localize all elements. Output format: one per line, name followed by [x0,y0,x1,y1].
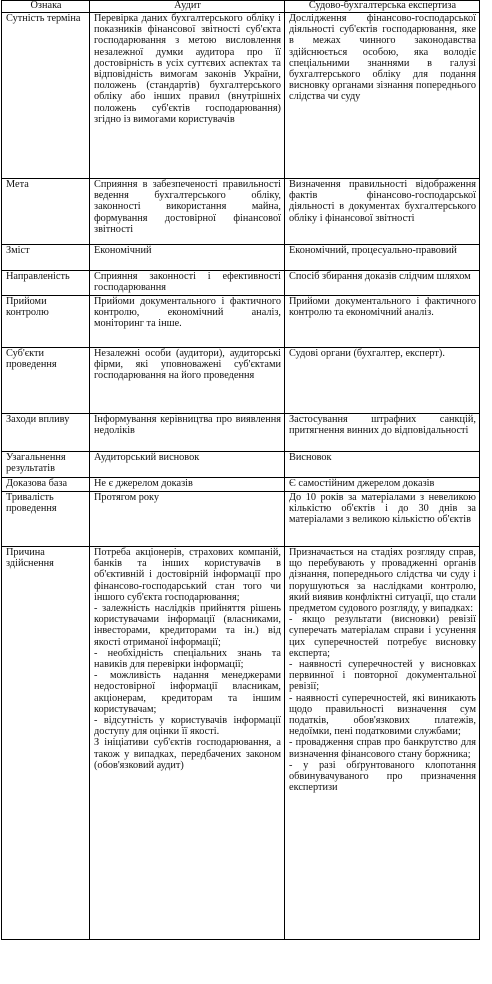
cell-audit [90,492,285,547]
paragraph: Висновок [289,452,332,463]
cell-expertise [285,271,480,296]
paragraph: - відсутність у користувачів інформації доступу для оцінки її якості. [94,715,281,738]
paragraph: Протягом року [94,492,160,503]
cell-expertise [285,478,480,492]
paragraph: - можливість надання менеджерами недостовірної інформації власникам, акціонерам, кредиторам та іншим користувачам; [94,670,281,715]
table-row [2,13,480,179]
paragraph: - наявності суперечностей, які виникають щодо правильності визначення сум податків, обов'язкових платежів, недоїмки, пені податковими службами; [289,692,476,738]
paragraph: - провадження справ про банкрутство для визначення фінансового стану боржника; [289,737,476,760]
cell-feature: Направленість [2,271,90,296]
table-row [2,245,480,271]
table-row [2,179,480,245]
comparison-table [1,0,480,940]
paragraph: - якщо результати (висновки) ревізії суперечать матеріалам справи і усунення цих суперечностей потребує висновку експерта; [289,614,476,659]
paragraph: Застосування штрафних санкцій, притягнення винних до відповідальності [289,414,476,437]
paragraph: Прийоми документального і фактичного контролю, економічний аналіз, моніторинг та інше. [94,296,281,330]
cell-audit [90,547,285,940]
paragraph: - залежність наслідків прийняття рішень користувачами інформації (власниками, інвесторами, кредиторами та ін.) від якості отриманої інформації; [94,603,281,648]
paragraph: Економічний [94,245,152,256]
table-row [2,348,480,414]
table-row [2,492,480,547]
cell-feature: Доказова база [2,478,90,492]
paragraph: Спосіб збирання доказів слідчим шляхом [289,271,471,282]
cell-expertise [285,179,480,245]
header-audit: Аудит [90,1,285,13]
paragraph: До 10 років за матеріалами з невеликою кількістю об'єктів і до 30 днів за матеріалами з великою кількістю об'єктів [289,492,476,526]
paragraph: Призначається на стадіях розгляду справ, що перебувають у провадженні органів дізнання, попереднього слідства чи суду і порушуються за наслідками контролю, який виявив конфліктні ситуації, що стали предметом судового розгляду, у випадках: [289,547,476,615]
cell-expertise [285,492,480,547]
header-expertise: Судово-бухгалтерська експертиза [285,1,480,13]
paragraph: Економічний, процесуально-правовий [289,245,457,256]
cell-expertise [285,296,480,348]
cell-audit [90,245,285,271]
table-row [2,547,480,940]
cell-expertise [285,13,480,179]
header-feature: Ознака [2,1,90,13]
table-row [2,478,480,492]
paragraph: Не є джерелом доказів [94,478,193,489]
cell-audit [90,478,285,492]
cell-feature: Мета [2,179,90,245]
cell-feature: Заходи впливу [2,414,90,452]
cell-feature: Причина здійснення [2,547,90,940]
table-row [2,271,480,296]
paragraph: Аудиторський висновок [94,452,200,463]
paragraph: Є самостійним джерелом доказів [289,478,435,489]
cell-audit [90,296,285,348]
cell-audit [90,271,285,296]
paragraph: З ініціативи суб'єктів господарювання, а також у випадках, передбачених законом (обов'язковий аудит) [94,737,281,771]
paragraph: Потреба акціонерів, страхових компаній, банків та інших користувачів в об'єктивній і достовірній інформації про фінансово-господарський стан того чи іншого суб'єкта господарювання; [94,547,281,603]
cell-feature: Суб'єкти проведення [2,348,90,414]
table-body [2,13,480,940]
table-row [2,296,480,348]
cell-audit [90,348,285,414]
cell-audit [90,13,285,179]
cell-expertise [285,245,480,271]
paragraph: Інформування керівництва про виявлення недоліків [94,414,281,437]
cell-expertise [285,414,480,452]
cell-feature: Прийоми контролю [2,296,90,348]
paragraph: Сприяння законності і ефективності господарювання [94,271,281,294]
paragraph: Сприяння в забезпеченості правильності ведення бухгалтерського обліку, законності використання майна, формування достовірної фінансової звітності [94,179,281,235]
paragraph: Визначення правильності відображення фактів фінансово-господарської діяльності в документах бухгалтерського обліку і фінансової звітності [289,179,476,224]
cell-audit [90,452,285,478]
cell-feature: Тривалість проведення [2,492,90,547]
paragraph: - у разі обґрунтованого клопотання обвинувачуваного про призначення експертизи [289,759,476,794]
table-row [2,452,480,478]
cell-expertise [285,348,480,414]
paragraph: - наявності суперечностей у висновках первинної і повторної документальної ревізії; [289,659,476,693]
paragraph: Прийоми документального і фактичного контролю та економічний аналіз. [289,296,476,319]
paragraph: Незалежні особи (аудитори), аудиторські фірми, які уповноважені суб'єктами господарювання на його проведення [94,348,281,382]
cell-audit [90,179,285,245]
table-header-row [2,1,480,13]
paragraph: Судові органи (бухгалтер, експерт). [289,348,445,359]
table-row [2,414,480,452]
cell-audit [90,414,285,452]
cell-feature: Узагальнення результатів [2,452,90,478]
cell-feature: Зміст [2,245,90,271]
paragraph: - необхідність спеціальних знань та навиків для перевірки інформації; [94,647,281,671]
cell-feature: Сутність терміна [2,13,90,179]
cell-expertise [285,547,480,940]
cell-expertise [285,452,480,478]
paragraph: Перевірка даних бухгалтерського обліку і показників фінансової звітності суб'єкта господарювання з метою висловлення незалежної думки аудитора про її достовірність в усіх суттєвих аспектах та відповідність вимогам законів України, положень (стандартів) бухгалтерського обліку або інших правил (внутрішніх положень суб'єктів господарювання) згідно із вимогами користувачів [94,13,281,125]
paragraph: Дослідження фінансово-господарської діяльності суб'єктів господарювання, яке в межах чинного законодавства здійснюється особою, яка володіє спеціальними знаннями в галузі бухгалтерського обліку для подання висновку органами зізнання попереднього слідства чи суду [289,13,476,103]
